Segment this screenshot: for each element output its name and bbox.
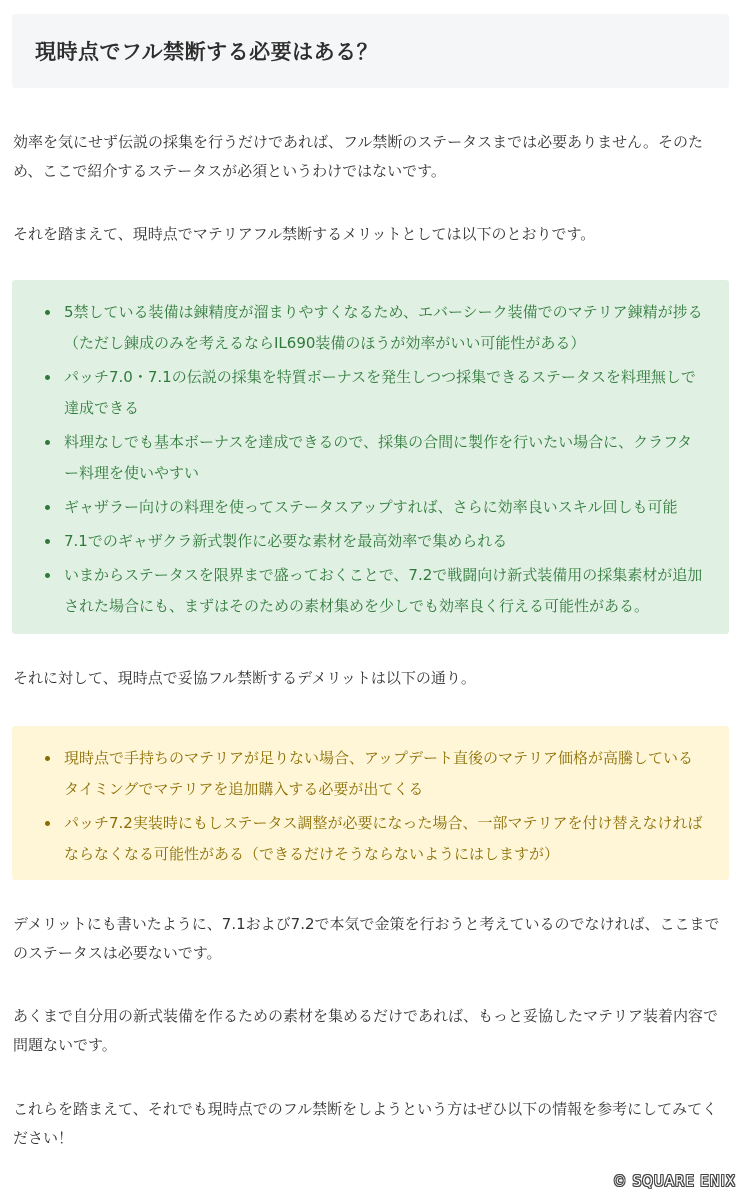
merit-item-text: ギャザラー向けの料理を使ってステータスアップすれば、さらに効率良いスキル回しも可能 — [64, 498, 678, 516]
demerit-lead-paragraph: それに対して、現時点で妥協フル禁断するデメリットは以下の通り。 — [13, 669, 476, 687]
demerit-list — [40, 743, 703, 870]
bullet-dot-icon — [45, 821, 50, 826]
merit-item-text: いまからステータスを限界まで盛っておくことで、7.2で戦闘向け新式装備用の採集素材が追加された場合にも、まずはそのための素材集めを少しでも効率良く行える可能性がある。 — [64, 566, 703, 615]
demerit-item-text: パッチ7.2実装時にもしステータス調整が必要になった場合、一部マテリアを付け替えなければならなくなる可能性がある（できるだけそうならないようにはしますが） — [64, 814, 703, 863]
bullet-dot-icon — [45, 310, 50, 315]
bullet-dot-icon — [45, 573, 50, 578]
bullet-dot-icon — [45, 539, 50, 544]
closing-paragraph: これらを踏まえて、それでも現時点でのフル禁断をしようという方はぜひ以下の情報を参考にしてみてください！ — [13, 1100, 718, 1147]
merit-list — [40, 297, 703, 622]
merit-item-text: 7.1でのギャザクラ新式製作に必要な素材を最高効率で集められる — [64, 532, 508, 550]
demerit-summary-paragraph: デメリットにも書いたように、7.1および7.2で本気で金策を行おうと考えているのでなければ、ここまでのステータスは必要ないです。 — [13, 915, 720, 962]
merit-lead-paragraph: それを踏まえて、現時点でマテリアフル禁断するメリットとしては以下のとおりです。 — [13, 225, 596, 243]
merit-item-text: パッチ7.0・7.1の伝説の採集を特質ボーナスを発生しつつ採集できるステータスを料理無しで達成できる — [64, 368, 696, 417]
merit-item — [40, 492, 703, 523]
merit-item — [40, 526, 703, 557]
compromise-paragraph: あくまで自分用の新式装備を作るための素材を集めるだけであれば、もっと妥協したマテリア装着内容で問題ないです。 — [13, 1007, 719, 1054]
bullet-dot-icon — [45, 375, 50, 380]
demerit-box — [12, 726, 729, 880]
bullet-dot-icon — [45, 756, 50, 761]
intro-paragraph: 効率を気にせず伝説の採集を行うだけであれば、フル禁断のステータスまでは必要ありません。そのため、ここで紹介するステータスが必須というわけではないです。 — [13, 133, 704, 180]
merit-item — [40, 427, 703, 489]
merit-item — [40, 297, 703, 359]
merit-item — [40, 362, 703, 424]
merit-item — [40, 560, 703, 622]
merit-item-text: 料理なしでも基本ボーナスを達成できるので、採集の合間に製作を行いたい場合に、クラフター料理を使いやすい — [64, 433, 693, 482]
demerit-item — [40, 808, 703, 870]
merit-box — [12, 280, 729, 634]
bullet-dot-icon — [45, 505, 50, 510]
copyright-watermark: © SQUARE ENIX — [612, 1172, 736, 1190]
section-heading-box — [12, 14, 729, 88]
merit-item-text: 5禁している装備は錬精度が溜まりやすくなるため、エバーシーク装備でのマテリア錬精が捗る（ただし錬成のみを考えるならIL690装備のほうが効率がいい可能性がある） — [64, 303, 703, 352]
demerit-item-text: 現時点で手持ちのマテリアが足りない場合、アップデート直後のマテリア価格が高騰しているタイミングでマテリアを追加購入する必要が出てくる — [64, 749, 693, 798]
demerit-item — [40, 743, 703, 805]
section-heading: 現時点でフル禁断する必要はある？ — [35, 40, 379, 64]
bullet-dot-icon — [45, 440, 50, 445]
